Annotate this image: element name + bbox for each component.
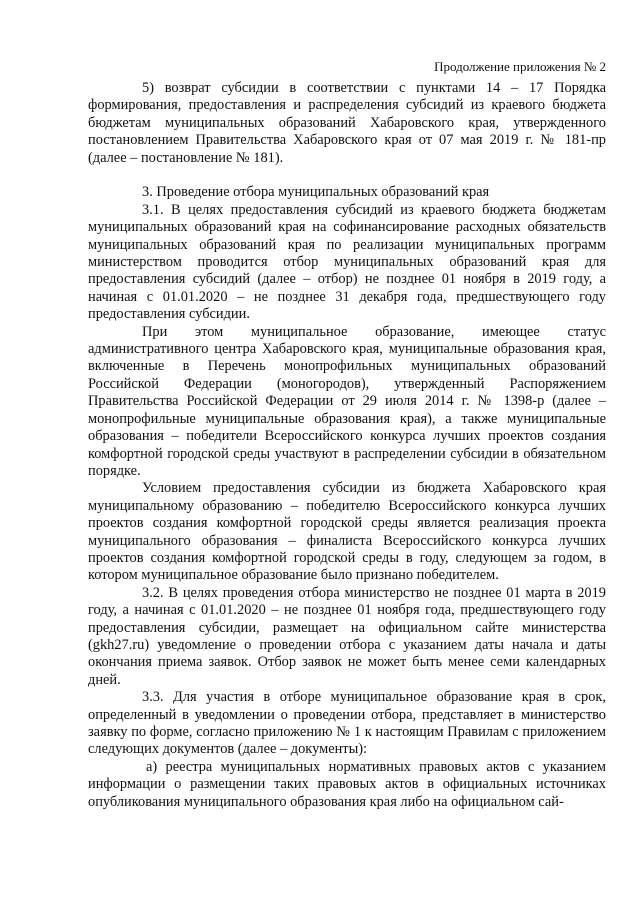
paragraph-subsidy-return: 5) возврат субсидии в соответствии с пунктами 14 – 17 Порядка формирования, предоставления и распределения субсидий из краевого бюджета бюджетам муниципальных образований Хабаровского края, утвержденного постановлением Правительства Хабаровского края от 07 мая 2019 г. № 181-пр (далее – постановление № 181). bbox=[88, 80, 606, 166]
paragraph-3-1: 3.1. В целях предоставления субсидий из краевого бюджета бюджетам муниципальных образований края на софинансирование расходных обязательств муниципальных образований края по реализации муниципальных программ министерством проводится отбор муниципальных образований края для предоставления субсидий (далее – отбор) не позднее 01 ноября в 2019 году, а начиная с 01.01.2020 – не позднее 31 декабря года, предшествующего году предоставления субсидии. bbox=[88, 201, 606, 323]
paragraph-subsidy-condition: Условием предоставления субсидии из бюджета Хабаровского края муниципальному образованию – победителю Всероссийского конкурса лучших проектов создания комфортной городской среды является реализация проекта муниципального образования – финалиста Всероссийского конкурса лучших проектов создания комфортной городской среды в году, следующем за годом, в котором муниципальное образование было признано победителем. bbox=[88, 480, 606, 584]
paragraph-mandatory-participants: При этом муниципальное образование, имеющее статус административного центра Хабаровского края, муниципальные образования края, включенные в Перечень монопрофильных муниципальных образований Российской Федерации (моногородов), утвержденный Распоряжением Правительства Российской Федерации от 29 июля 2014 г. № 1398-р (далее – монопрофильные муниципальные образования края), а также муниципальные образования – победители Всероссийского конкурса лучших проектов создания комфортной городской среды участвуют в распределении субсидии в обязательном порядке. bbox=[88, 323, 606, 479]
document-body bbox=[88, 80, 606, 811]
section-heading-3: 3. Проведение отбора муниципальных образований края bbox=[142, 184, 490, 201]
continuation-note: Продолжение приложения № 2 bbox=[434, 59, 606, 74]
paragraph-3-2: 3.2. В целях проведения отбора министерство не позднее 01 марта в 2019 году, а начиная с 01.01.2020 – не позднее 01 ноября года, предшествующего году предоставления субсидии, размещает на официальном сайте министерства (gkh27.ru) уведомление о проведении отбора с указанием даты начала и даты окончания приема заявок. Отбор заявок не может быть менее семи календарных дней. bbox=[88, 584, 606, 688]
paragraph-3-3-a: а) реестра муниципальных нормативных правовых актов с указанием информации о размещении таких правовых актов в официальных источниках опубликования муниципального образования края либо на официальном сай- bbox=[88, 758, 606, 810]
paragraph-3-3: 3.3. Для участия в отборе муниципальное образование края в срок, определенный в уведомлении о проведении отбора, представляет в министерство заявку по форме, согласно приложению № 1 к настоящим Правилам с приложением следующих документов (далее – документы): bbox=[88, 689, 606, 758]
